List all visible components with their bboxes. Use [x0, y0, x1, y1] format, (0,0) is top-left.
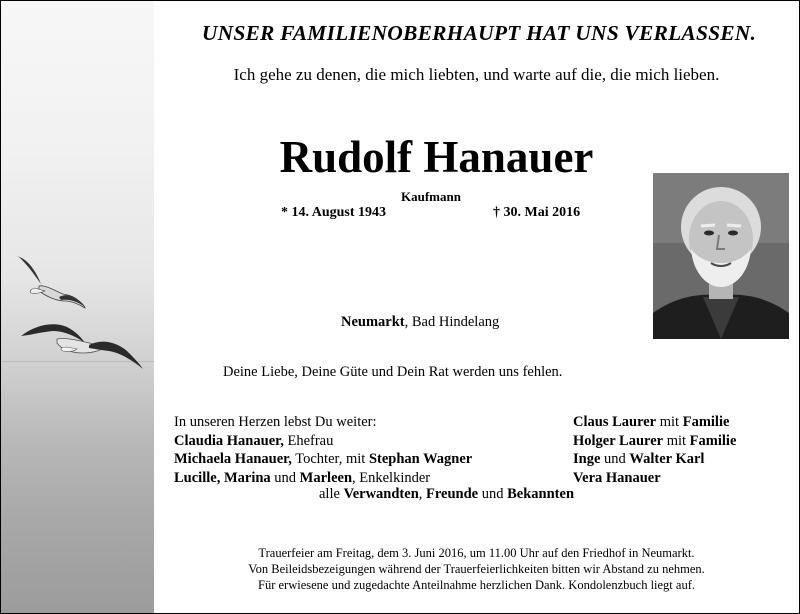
- mourner-claus-family: Familie: [682, 414, 730, 430]
- mourner-daughter-role: Tochter, mit: [291, 451, 369, 467]
- mourner-vera: Vera Hanauer: [573, 469, 661, 486]
- funeral-notice-line-1: Trauerfeier am Freitag, dem 3. Juni 2016, um 11.00 Uhr auf den Friedhof in Neumarkt.: [258, 546, 695, 560]
- death-date: † 30. Mai 2016: [493, 205, 581, 220]
- seagulls-illustration: [1, 1, 154, 613]
- extended-sep: ,: [418, 486, 427, 502]
- mourner-holger-name: Holger Laurer: [573, 432, 664, 449]
- mourners-left: [174, 413, 472, 487]
- grandchildren-role: , Enkelkinder: [352, 469, 431, 486]
- headline: UNSER FAMILIENOBERHAUPT HAT UNS VERLASSEN.: [201, 21, 757, 45]
- seagull-lower: [21, 324, 143, 369]
- motto-quote: Ich gehe zu denen, die mich liebten, und warte auf die, die mich lieben.: [233, 65, 720, 84]
- mourner-wife-role: Ehefrau: [283, 432, 334, 449]
- extended-family: [319, 486, 574, 503]
- mourner-holger-family: Familie: [689, 432, 737, 449]
- mourners-intro: In unseren Herzen lebst Du weiter:: [174, 414, 377, 430]
- funeral-notice: [154, 545, 799, 593]
- deceased-name: Rudolf Hanauer: [279, 132, 594, 182]
- extended-relatives: Verwandten: [343, 486, 419, 502]
- mourner-holger: [573, 432, 736, 451]
- portrait-photo: [653, 173, 789, 339]
- mourner-inge-und: und: [600, 451, 630, 467]
- mourners-right: [573, 413, 736, 487]
- deceased-profession: Kaufmann: [401, 189, 461, 204]
- birth-date: * 14. August 1943: [281, 205, 387, 220]
- mourner-claus: [573, 413, 736, 432]
- residence-rest: , Bad Hindelang: [404, 314, 500, 330]
- mourner-daughter-partner: Stephan Wagner: [368, 451, 473, 467]
- mourner-daughter-name: Michaela Hanauer,: [174, 451, 292, 467]
- extended-acquaintances: Bekannten: [507, 486, 575, 502]
- extended-prefix: alle: [319, 486, 344, 502]
- residence-town: Neumarkt: [341, 314, 405, 330]
- portrait-illustration: [653, 173, 789, 339]
- extended-und: und: [478, 486, 508, 502]
- seagull-sea-image: [1, 1, 154, 613]
- residence: [341, 314, 499, 331]
- mourner-inge-walter: [573, 450, 736, 469]
- loss-statement: Deine Liebe, Deine Güte und Dein Rat werden uns fehlen.: [223, 364, 563, 380]
- grandchild-name: Marleen: [299, 469, 353, 486]
- mourner-claus-name: Claus Laurer: [573, 414, 657, 430]
- mourner-wife: [174, 432, 472, 451]
- grandchildren-names: Lucille, Marina: [174, 469, 271, 486]
- mourner-inge: Inge: [573, 451, 601, 467]
- seagull-upper: [17, 256, 85, 308]
- grandchildren-und: und: [270, 469, 300, 486]
- extended-friends: Freunde: [426, 486, 479, 502]
- mourner-daughter: [174, 450, 472, 469]
- funeral-notice-line-3: Für erwiesene und zugedachte Anteilnahme herzlichen Dank. Kondolenzbuch liegt auf.: [258, 578, 695, 592]
- mourner-walter: Walter Karl: [629, 451, 705, 467]
- funeral-notice-line-2: Von Beileidsbezeigungen während der Trauerfeierlichkeiten bitten wir Abstand zu nehmen.: [248, 562, 705, 576]
- mourner-wife-name: Claudia Hanauer,: [174, 432, 284, 449]
- mourner-grandchildren: [174, 469, 472, 488]
- mourner-claus-mit: mit: [656, 414, 683, 430]
- mourner-holger-mit: mit: [663, 432, 690, 449]
